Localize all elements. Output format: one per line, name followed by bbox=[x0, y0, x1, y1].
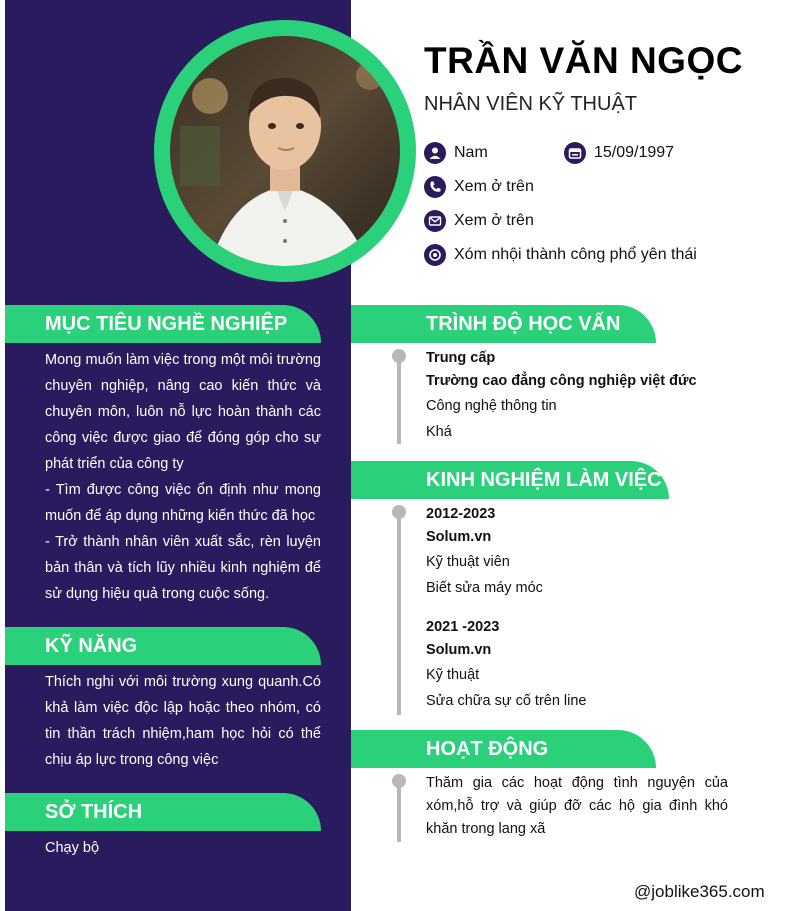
education-timeline-dot bbox=[392, 349, 406, 363]
phone-icon bbox=[424, 176, 446, 198]
education-major: Công nghệ thông tin bbox=[426, 398, 557, 414]
info-email bbox=[424, 210, 534, 232]
experience-role: Kỹ thuật viên bbox=[426, 554, 510, 570]
experience-desc: Biết sửa máy móc bbox=[426, 580, 543, 596]
gender-value: Nam bbox=[454, 144, 488, 161]
location-pin-icon bbox=[424, 244, 446, 266]
experience-heading: KINH NGHIỆM LÀM VIỆC bbox=[351, 461, 669, 499]
skills-text: Thích nghi với môi trường xung quanh.Có khả làm việc độc lập hoặc theo nhóm, có tin thần trách nhiệm,ham học hỏi có thể chịu áp lực trong công việc bbox=[45, 674, 321, 768]
activities-timeline-dot bbox=[392, 774, 406, 788]
watermark-text: @joblike365.com bbox=[634, 882, 765, 901]
avatar bbox=[170, 36, 400, 266]
envelope-icon bbox=[424, 210, 446, 232]
candidate-name: TRẦN VĂN NGỌC bbox=[424, 40, 743, 81]
experience-period: 2021 -2023 bbox=[426, 619, 500, 635]
education-grade: Khá bbox=[426, 424, 452, 440]
education-level: Trung cấp bbox=[426, 350, 496, 366]
skills-heading: KỸ NĂNG bbox=[5, 627, 321, 665]
calendar-icon bbox=[564, 142, 586, 164]
education-school: Trường cao đẳng công nghiệp việt đức bbox=[426, 373, 697, 389]
experience-role: Kỹ thuật bbox=[426, 667, 480, 683]
objective-paragraph: - Trở thành nhân viên xuất sắc, rèn luyện bản thân và tích lũy nhiều kinh nghiệm để sử dụng hiệu quả trong cuộc sống. bbox=[45, 534, 321, 602]
education-timeline bbox=[397, 354, 401, 444]
phone-value: Xem ở trên bbox=[454, 178, 534, 195]
objective-text bbox=[45, 347, 321, 607]
experience-timeline-dot bbox=[392, 505, 406, 519]
info-birthday bbox=[564, 142, 674, 164]
experience-company: Solum.vn bbox=[426, 642, 492, 658]
objective-paragraph: Mong muốn làm việc trong một môi trường chuyên nghiệp, nâng cao kiến thức và chuyên môn, luôn nỗ lực hoàn thành các công việc được giao để đóng góp cho sự phát triển của công ty bbox=[45, 352, 321, 472]
job-title: NHÂN VIÊN KỸ THUẬT bbox=[424, 93, 637, 115]
address-value: Xóm nhội thành công phổ yên thái bbox=[454, 246, 697, 263]
experience-company: Solum.vn bbox=[426, 529, 492, 545]
info-phone bbox=[424, 176, 534, 198]
hobbies-text: Chạy bộ bbox=[45, 840, 100, 856]
activities-text: Thăm gia các hoạt động tình nguyện của xóm,hỗ trợ và giúp đỡ các hộ gia đình khó khăn trong lang xã bbox=[426, 775, 728, 837]
objective-heading: MỤC TIÊU NGHỀ NGHIỆP bbox=[5, 305, 321, 343]
activities-timeline bbox=[397, 779, 401, 842]
experience-period: 2012-2023 bbox=[426, 506, 496, 522]
birthday-value: 15/09/1997 bbox=[594, 144, 675, 161]
experience-desc: Sửa chữa sự cố trên line bbox=[426, 693, 587, 709]
info-address bbox=[424, 244, 697, 266]
email-value: Xem ở trên bbox=[454, 212, 534, 229]
experience-timeline bbox=[397, 510, 401, 715]
info-gender bbox=[424, 142, 488, 164]
objective-paragraph: - Tìm được công việc ổn định như mong muốn để áp dụng những kiến thức đã học bbox=[45, 482, 321, 524]
user-icon bbox=[424, 142, 446, 164]
education-heading: TRÌNH ĐỘ HỌC VẤN bbox=[351, 305, 656, 343]
activities-heading: HOẠT ĐỘNG bbox=[351, 730, 656, 768]
hobbies-heading: SỞ THÍCH bbox=[5, 793, 321, 831]
